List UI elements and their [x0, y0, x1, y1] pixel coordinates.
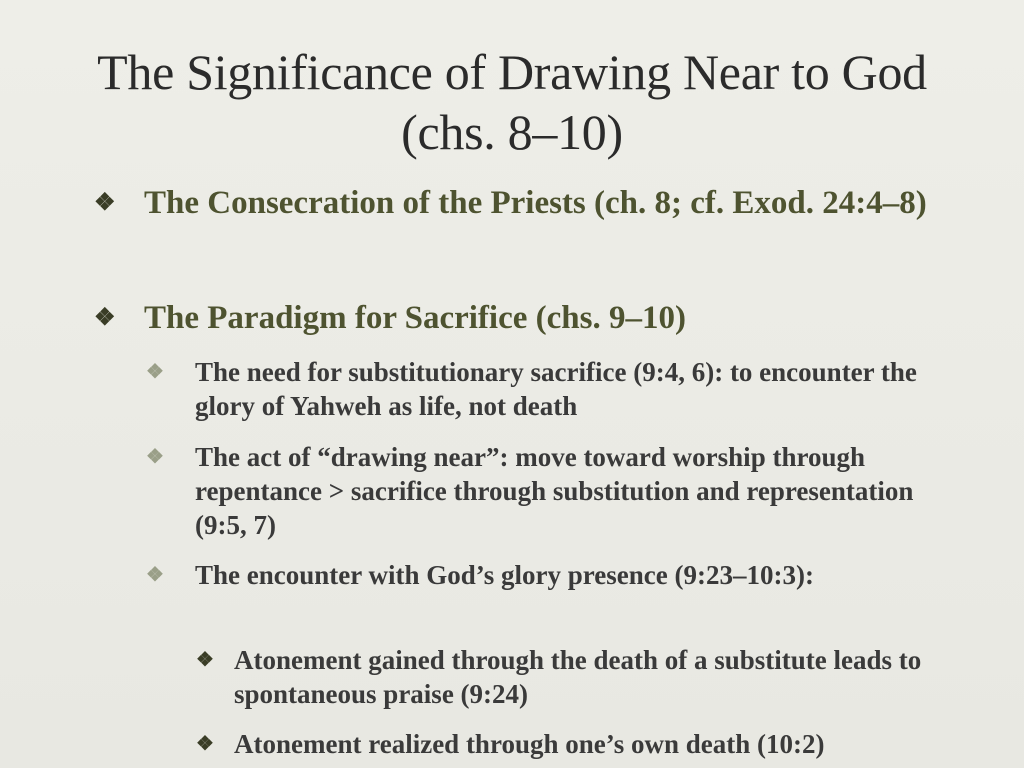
bullet-text: The act of “drawing near”: move toward worship through repentance > sacrifice through substitution and representation (9:5, 7) [195, 442, 914, 540]
diamond-bullet-icon: ❖ [146, 361, 164, 383]
bullet-item-level1 [94, 299, 954, 338]
bullet-item-level2 [146, 440, 926, 542]
bullet-text: Atonement gained through the death of a substitute leads to spontaneous praise (9:24) [234, 645, 922, 709]
diamond-bullet-icon: ❖ [94, 305, 116, 331]
bullet-item-level2 [146, 355, 926, 423]
bullet-text: The Consecration of the Priests (ch. 8; cf. Exod. 24:4–8) [144, 185, 927, 221]
bullet-item-level1 [94, 184, 954, 223]
slide-title: The Significance of Drawing Near to God (chs. 8–10) [97, 44, 927, 160]
bullet-text: The need for substitutionary sacrifice (9:4, 6): to encounter the glory of Yahweh as life, not death [195, 357, 917, 421]
diamond-bullet-icon: ❖ [146, 564, 164, 586]
bullet-item-level3 [196, 643, 936, 711]
diamond-bullet-icon: ❖ [196, 649, 214, 671]
bullet-text: The encounter with God’s glory presence (9:23–10:3): [195, 560, 814, 590]
bullet-item-level3 [196, 727, 936, 761]
bullet-text: The Paradigm for Sacrifice (chs. 9–10) [144, 300, 686, 336]
diamond-bullet-icon: ❖ [94, 190, 116, 216]
bullet-text: Atonement realized through one’s own death (10:2) [234, 729, 825, 759]
diamond-bullet-icon: ❖ [146, 446, 164, 468]
bullet-item-level2 [146, 558, 926, 592]
diamond-bullet-icon: ❖ [196, 733, 214, 755]
